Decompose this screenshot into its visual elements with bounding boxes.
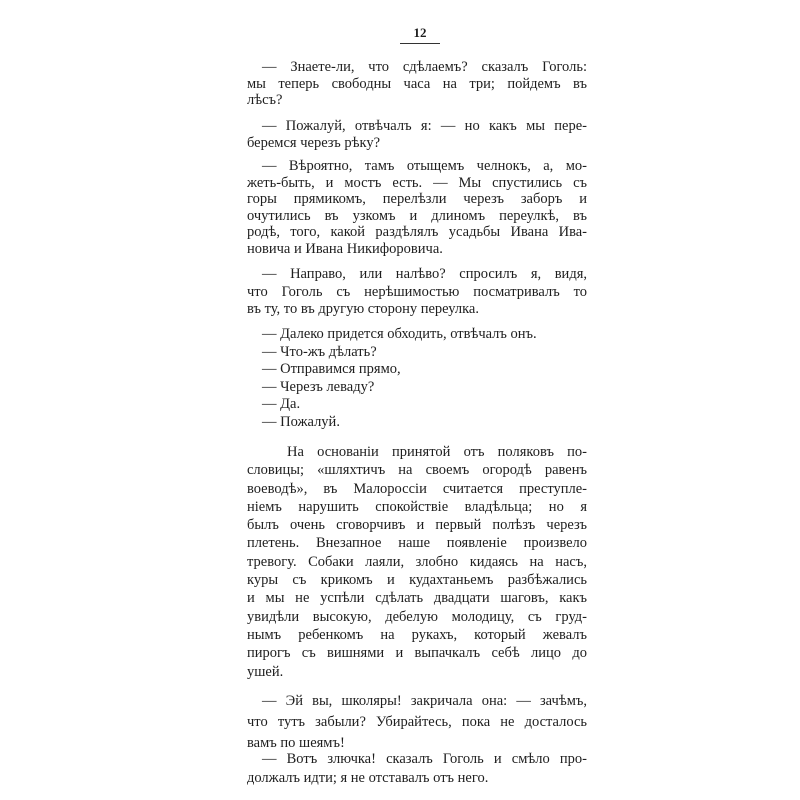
text-line: тревогу. Собаки лаяли, злобно кидаясь на насъ, — [247, 553, 587, 570]
text-line: — Знаете-ли, что сдѣлаемъ? сказалъ Гоголь: — [262, 59, 587, 75]
text-line: — Отправимся прямо, — [262, 361, 401, 378]
text-line: беремся черезъ рѣку? — [247, 134, 381, 151]
text-line: въ ту, то въ другую сторону переулка. — [247, 301, 479, 317]
text-line: воеводѣ», въ Малороссiи считается преступле- — [247, 480, 587, 497]
text-line: пирогъ съ вишнями и выпачкалъ себѣ лицо до — [247, 645, 587, 662]
text-line: На основанiи принятой отъ поляковъ по- — [287, 444, 587, 460]
paragraph-2 — [247, 118, 587, 151]
text-line: — Эй вы, школяры! закричала она: — зачѣмъ, — [262, 693, 587, 709]
text-line: — Пожалуй, отвѣчалъ я: — но какъ мы пере- — [262, 118, 587, 134]
paragraph-1 — [247, 59, 587, 108]
text-line: мы теперь свободны часа на три; пойдемъ въ — [247, 75, 587, 92]
text-line: лѣсъ? — [247, 92, 283, 108]
text-line: и мы не успѣли сдѣлать двадцати шаговъ, какъ — [247, 590, 587, 607]
text-line: новича и Ивана Никифоровича. — [247, 240, 443, 257]
text-line: — Направо, или налѣво? спросилъ я, видя, — [262, 266, 587, 282]
text-line: горы прямикомъ, перелѣзли черезъ заборъ и — [247, 191, 587, 208]
text-line: должалъ идти; я не отставалъ отъ него. — [247, 770, 489, 786]
page-number: 12 — [400, 25, 440, 44]
paragraph-3 — [247, 158, 587, 257]
text-line: родѣ, того, какой раздѣлялъ усадьбы Ивана Ива- — [247, 224, 587, 241]
text-line: — Вотъ злючка! сказалъ Гоголь и смѣло про- — [262, 751, 587, 767]
text-line: — Далеко придется обходить, отвѣчалъ онъ. — [262, 326, 537, 342]
text-line: очутились въ узкомъ и длиномъ переулкѣ, въ — [247, 207, 587, 224]
text-line: — Да. — [262, 396, 301, 413]
text-line: жеть-быть, и мостъ есть. — Мы спустились съ — [247, 174, 587, 191]
text-line: — Черезъ леваду? — [262, 378, 375, 395]
text-line: увидѣли высокую, дебелую молодицу, съ груд- — [247, 608, 587, 625]
text-line: нымъ ребенкомъ на рукахъ, который жевалъ — [247, 626, 587, 643]
text-line: что тутъ забыли? Убирайтесь, пока не досталось — [247, 714, 587, 730]
text-line: — Пожалуй. — [262, 413, 340, 430]
text-line: нiемъ нарушить спокойствiе владѣльца; но я — [247, 498, 587, 515]
text-line: — Вѣроятно, тамъ отыщемъ челнокъ, а, мо- — [262, 158, 587, 174]
text-line: — Что-жъ дѣлать? — [262, 343, 377, 360]
text-line: что Гоголь съ нерѣшимостью посматривалъ то — [247, 283, 587, 300]
text-line: былъ очень сговорчивъ и первый полѣзъ черезъ — [247, 517, 587, 534]
paragraph-6 — [247, 691, 587, 751]
dialogue-block — [247, 326, 587, 430]
text-line: ушей. — [247, 663, 284, 680]
text-line: куры съ крикомъ и кудахтаньемъ разбѣжались — [247, 572, 587, 589]
text-line: плетень. Внезапное наше появленiе произвело — [247, 535, 587, 552]
paragraph-5 — [247, 443, 587, 680]
text-line: словицы; «шляхтичъ на своемъ огородѣ равенъ — [247, 462, 587, 479]
paragraph-7 — [247, 750, 587, 786]
paragraph-4 — [247, 266, 587, 317]
text-line: вамъ по шеямъ! — [247, 735, 345, 751]
